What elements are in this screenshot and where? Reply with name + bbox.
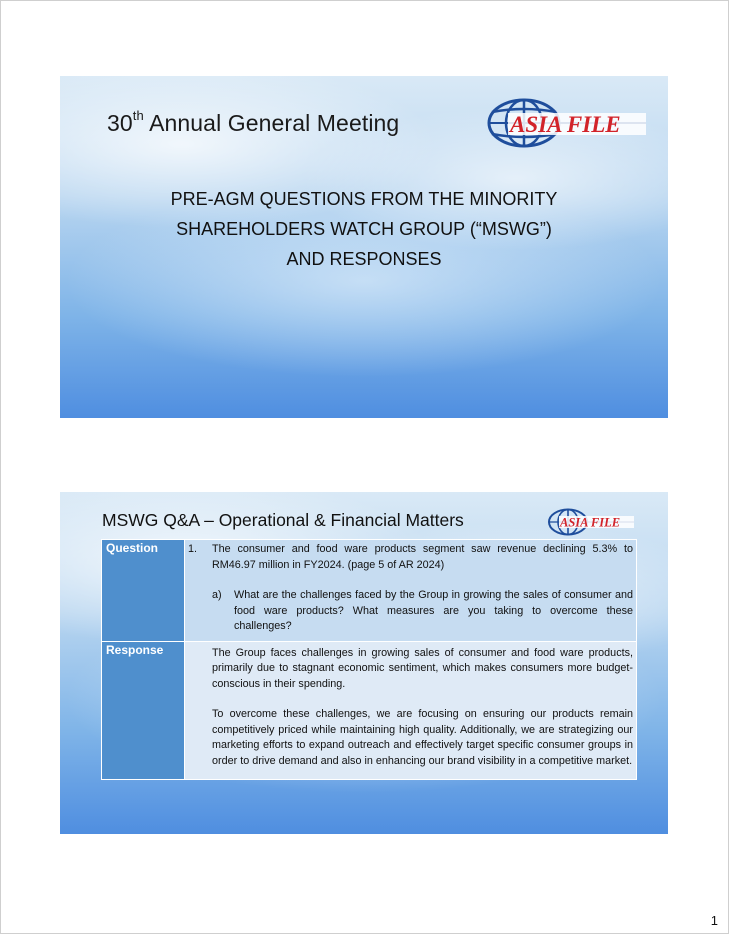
heading-line: PRE-AGM QUESTIONS FROM THE MINORITY — [170, 189, 558, 209]
response-cell — [185, 641, 637, 780]
qa-table — [101, 539, 637, 780]
heading-line: AND RESPONSES — [286, 249, 442, 269]
main-heading — [120, 184, 608, 274]
logo-text: ASIA FILE — [560, 515, 621, 530]
qa-title: MSWG Q&A – Operational & Financial Matters — [102, 510, 464, 530]
agm-title-text: Annual General Meeting — [143, 110, 400, 136]
question-text: The consumer and food ware products segment saw revenue declining 5.3% to RM46.97 million in FY2024. (page 5 of AR 2024) — [212, 543, 633, 571]
slide-agm-title — [60, 76, 668, 418]
asia-file-logo — [547, 508, 635, 536]
heading-line: SHAREHOLDERS WATCH GROUP (“MSWG”) — [176, 219, 552, 239]
response-paragraph: To overcome these challenges, we are focusing on ensuring our products remain competitively priced while maintaining high quality. Additionally, we are strategizing our marketing efforts to expand outreach and effectively target specific consumer groups in order to drive demand and also in enhancing our brand visibility in a competitive market. — [212, 708, 633, 767]
agm-number: 30 — [107, 110, 133, 136]
question-row — [102, 540, 637, 642]
question-cell — [185, 540, 637, 642]
agm-ordinal: th — [132, 108, 144, 124]
logo-text: ASIA FILE — [510, 112, 621, 137]
question-number: 1. — [188, 543, 198, 555]
question-label: Question — [102, 540, 185, 642]
sub-question-letter: a) — [212, 589, 222, 601]
asia-file-logo — [486, 98, 648, 148]
sub-question-text: What are the challenges faced by the Group in growing the sales of consumer and food ware products? What measures are you taking to overcome these challenges? — [234, 589, 633, 632]
agm-title — [107, 110, 399, 137]
response-label: Response — [102, 641, 185, 780]
slide-mswg-qa — [60, 492, 668, 834]
page-number: 1 — [710, 913, 718, 928]
response-paragraph: The Group faces challenges in growing sales of consumer and food ware products, primarily due to stagnant economic sentiment, which makes consumers more budget-conscious in their spending. — [212, 646, 633, 690]
response-row — [102, 641, 637, 780]
